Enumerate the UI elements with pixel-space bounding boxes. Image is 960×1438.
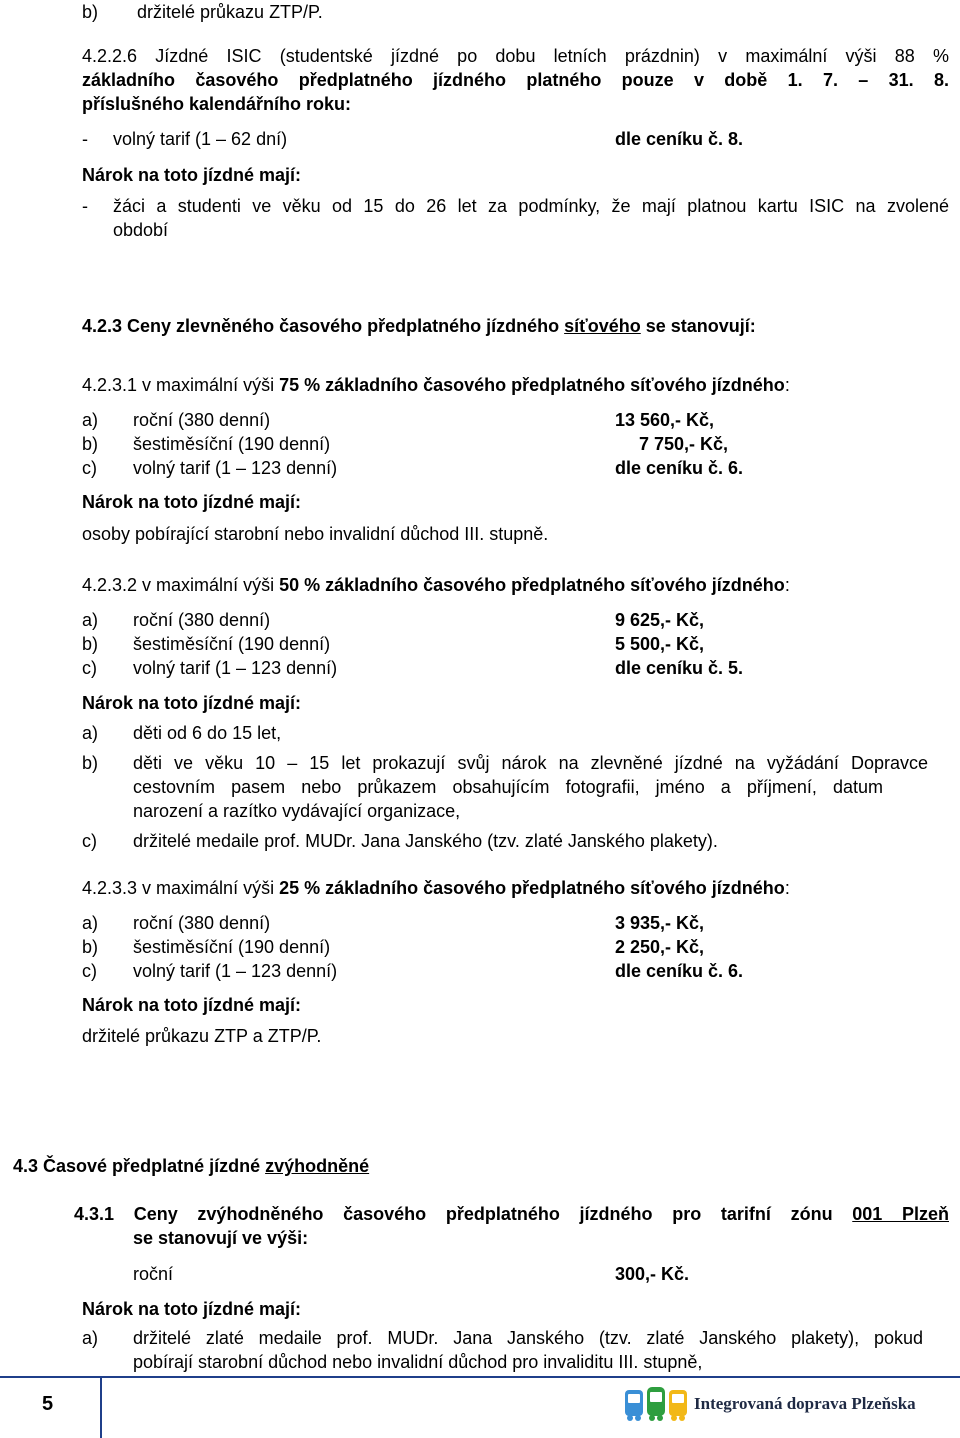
claim-text: držitelé zlaté medaile prof. MUDr. Jana Janského (tzv. zlaté Janského plakety), pokud <box>133 1328 923 1348</box>
claim-text-line2: období <box>113 220 169 240</box>
heading-num: 4.2.3.1 v maximální výši <box>82 375 280 395</box>
row-value: 5 500,- Kč, <box>615 634 705 654</box>
row-marker: c) <box>82 961 97 981</box>
claim-text: pobírají starobní důchod nebo invalidní důchod pro invaliditu III. stupně, <box>133 1352 703 1372</box>
claim-heading: Nárok na toto jízdné mají: <box>82 693 302 713</box>
row-value: dle ceníku č. 6. <box>615 961 744 981</box>
heading-end: : <box>784 375 790 395</box>
section-4232-heading <box>82 573 790 597</box>
heading-text: se stanovují: <box>640 316 756 336</box>
claim-text: držitelé medaile prof. MUDr. Jana Janského (tzv. zlaté Janského plakety). <box>133 831 718 851</box>
row-value: 3 935,- Kč, <box>615 913 705 933</box>
page-number: 5 <box>42 1393 54 1415</box>
claim-text: držitelé průkazu ZTP a ZTP/P. <box>82 1026 322 1046</box>
section-4231-heading <box>82 373 790 397</box>
row-label: volný tarif (1 – 123 denní) <box>133 658 338 678</box>
row-marker: c) <box>82 658 97 678</box>
row-marker: b) <box>82 937 99 957</box>
heading-underlined: zvýhodněné <box>265 1156 370 1176</box>
logo-text: Integrovaná doprava Plzeňska <box>694 1394 916 1413</box>
heading-bold: 50 % základního časového předplatného síťového jízdného <box>279 575 785 595</box>
claim-heading: Nárok na toto jízdné mají: <box>82 995 302 1015</box>
row-value: 13 560,- Kč, <box>615 410 715 430</box>
footer-rule <box>0 1376 960 1378</box>
logo-bus-icon <box>625 1390 643 1421</box>
row-label: roční <box>133 1264 174 1284</box>
section-4226-line3: příslušného kalendářního roku: <box>82 94 352 114</box>
row-label: roční (380 denní) <box>133 610 271 630</box>
heading-bold: 25 % základního časového předplatného síťového jízdného <box>279 878 785 898</box>
section-4233-heading <box>82 876 790 900</box>
dash-marker: - <box>82 196 88 216</box>
row-marker: b) <box>82 434 99 454</box>
heading-text: 4.3.1 Ceny zvýhodněného časového předplatného jízdného pro tarifní zónu <box>74 1204 853 1224</box>
list-marker: b) <box>82 2 99 22</box>
claim-marker: a) <box>82 723 99 743</box>
tariff-value: dle ceníku č. 8. <box>615 129 744 149</box>
row-value: dle ceníku č. 5. <box>615 658 744 678</box>
heading-num: 4.2.3.2 v maximální výši <box>82 575 280 595</box>
heading-underlined: síťového <box>564 316 641 336</box>
section-4226-line2: základního časového předplatného jízdného platného pouze v době 1. 7. – 31. 8. <box>82 70 949 90</box>
logo-icon <box>622 1384 692 1426</box>
section-423-heading <box>82 314 756 338</box>
claim-marker: a) <box>82 1328 99 1348</box>
heading-end: : <box>784 575 790 595</box>
footer-divider <box>100 1376 102 1438</box>
claim-text: děti od 6 do 15 let, <box>133 723 282 743</box>
row-value: dle ceníku č. 6. <box>615 458 744 478</box>
claim-text: děti ve věku 10 – 15 let prokazují svůj nárok na zlevněné jízdné na vyžádání Dopravce <box>133 753 928 773</box>
tariff-label: volný tarif (1 – 62 dní) <box>113 129 288 149</box>
heading-end: : <box>784 878 790 898</box>
heading-underlined: 001 Plzeň <box>852 1204 949 1224</box>
claim-heading: Nárok na toto jízdné mají: <box>82 165 302 185</box>
row-marker: a) <box>82 913 99 933</box>
row-marker: a) <box>82 610 99 630</box>
row-marker: c) <box>82 458 97 478</box>
claim-marker: b) <box>82 753 99 773</box>
heading-bold: 75 % základního časového předplatného síťového jízdného <box>279 375 785 395</box>
row-value: 300,- Kč. <box>615 1264 690 1284</box>
row-marker: b) <box>82 634 99 654</box>
heading-text: 4.2.3 Ceny zlevněného časového předplatného jízdného <box>82 316 565 336</box>
claim-marker: c) <box>82 831 97 851</box>
row-label: volný tarif (1 – 123 denní) <box>133 458 338 478</box>
claim-heading: Nárok na toto jízdné mají: <box>82 1299 302 1319</box>
row-label: roční (380 denní) <box>133 913 271 933</box>
row-marker: a) <box>82 410 99 430</box>
row-label: šestiměsíční (190 denní) <box>133 434 331 454</box>
row-value: 9 625,- Kč, <box>615 610 705 630</box>
section-43-heading <box>13 1154 369 1178</box>
row-label: šestiměsíční (190 denní) <box>133 937 331 957</box>
claim-text: narození a razítko vydávající organizace, <box>133 801 461 821</box>
row-label: volný tarif (1 – 123 denní) <box>133 961 338 981</box>
heading-text: 4.3 Časové předplatné jízdné <box>13 1156 266 1176</box>
section-4226-line1: 4.2.2.6 Jízdné ISIC (studentské jízdné po dobu letních prázdnin) v maximální výši 88 % <box>82 46 949 66</box>
heading-num: 4.2.3.3 v maximální výši <box>82 878 280 898</box>
logo-train-icon <box>647 1387 665 1421</box>
logo-tram-icon <box>669 1390 687 1421</box>
claim-text: osoby pobírající starobní nebo invalidní důchod III. stupně. <box>82 524 549 544</box>
row-value: 2 250,- Kč, <box>615 937 705 957</box>
claim-text-line1: žáci a studenti ve věku od 15 do 26 let za podmínky, že mají platnou kartu ISIC na zvolené <box>113 196 949 216</box>
claim-text: cestovním pasem nebo průkazem obsahujícím fotografii, jméno a příjmení, datum <box>133 777 883 797</box>
section-431-line2: se stanovují ve výši: <box>133 1228 309 1248</box>
claim-heading: Nárok na toto jízdné mají: <box>82 492 302 512</box>
dash-marker: - <box>82 129 88 149</box>
section-431-line1 <box>74 1202 949 1226</box>
row-value: 7 750,- Kč, <box>638 434 728 454</box>
row-label: šestiměsíční (190 denní) <box>133 634 331 654</box>
list-item-text: držitelé průkazu ZTP/P. <box>137 2 323 22</box>
row-label: roční (380 denní) <box>133 410 271 430</box>
